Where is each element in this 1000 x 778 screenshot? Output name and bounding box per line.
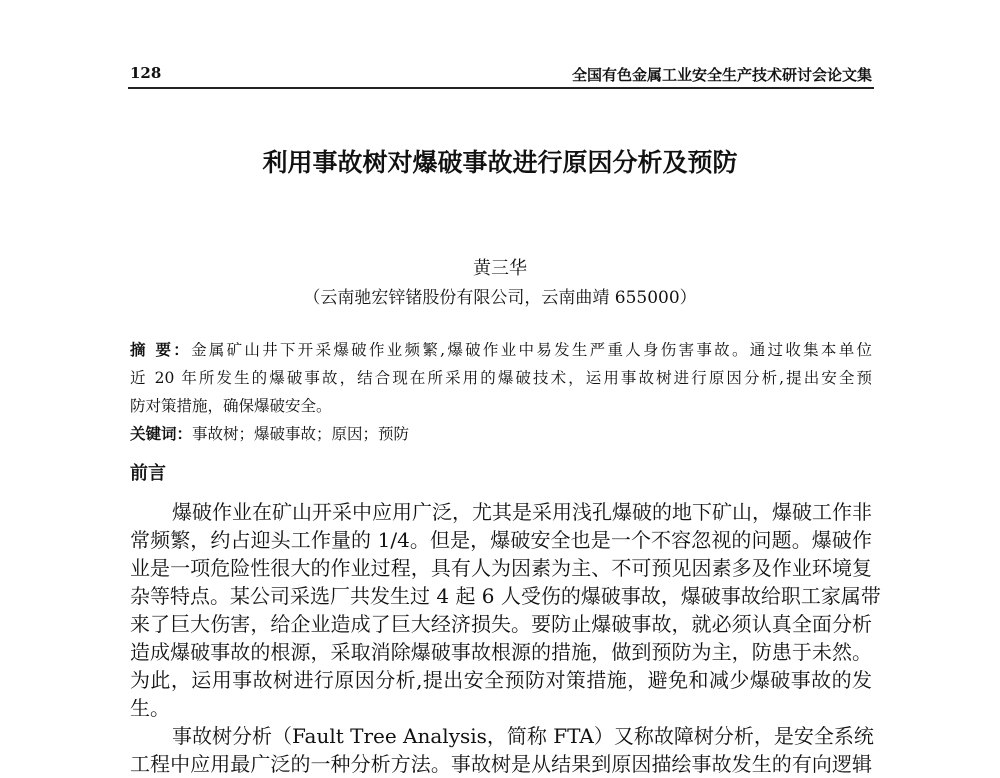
header-rule (128, 87, 874, 89)
body-line: 来了巨大伤害，给企业造成了巨大经济损失。要防止爆破事故，就必须认真全面分析 (130, 612, 872, 636)
article-title: 利用事故树对爆破事故进行原因分析及预防 (262, 148, 738, 177)
page-number: 128 (130, 64, 162, 82)
abstract-line: 近 20 年所发生的爆破事故，结合现在所采用的爆破技术，运用事故树进行原因分析,提出安全预 (130, 369, 872, 387)
author-name: 黄三华 (473, 258, 527, 279)
abstract-text: 金属矿山井下开采爆破作业频繁,爆破作业中易发生严重人身伤害事故。通过收集本单位 (191, 341, 872, 359)
keywords-text: 事故树；爆破事故；原因；预防 (192, 425, 410, 443)
keywords-line (130, 420, 872, 448)
body-line: 杂等特点。某公司采选厂共发生过 4 起 6 人受伤的爆破事故，爆破事故给职工家属带 (130, 584, 881, 608)
abstract-line: 防对策措施，确保爆破安全。 (130, 397, 332, 415)
body-line: 为此，运用事故树进行原因分析,提出安全预防对策措施，避免和减少爆破事故的发 (130, 668, 872, 692)
body-line: 事故树分析（Fault Tree Analysis，简称 FTA）又称故障树分析，是安全系统 (172, 724, 874, 748)
running-title: 全国有色金属工业安全生产技术研讨会论文集 (571, 66, 872, 84)
body-line: 工程中应用最广泛的一种分析方法。事故树是从结果到原因描绘事故发生的有向逻辑 (130, 752, 872, 776)
body-line: 爆破作业在矿山开采中应用广泛，尤其是采用浅孔爆破的地下矿山，爆破工作非 (172, 500, 872, 524)
body-line: 造成爆破事故的根源，采取消除爆破事故根源的措施，做到预防为主，防患于未然。 (130, 640, 872, 664)
section-heading: 前言 (130, 463, 166, 484)
abstract-line (130, 336, 872, 364)
keywords-label: 关键词： (130, 425, 193, 443)
body-line: 业是一项危险性很大的作业过程，具有人为因素为主、不可预见因素多及作业环境复 (130, 556, 872, 580)
abstract-label: 摘 要： (130, 341, 192, 359)
body-line: 常频繁，约占迎头工作量的 1/4。但是，爆破安全也是一个不容忽视的问题。爆破作 (130, 528, 872, 552)
author-affiliation: （云南驰宏锌锗股份有限公司，云南曲靖 655000） (303, 288, 697, 308)
body-line: 生。 (130, 696, 170, 720)
